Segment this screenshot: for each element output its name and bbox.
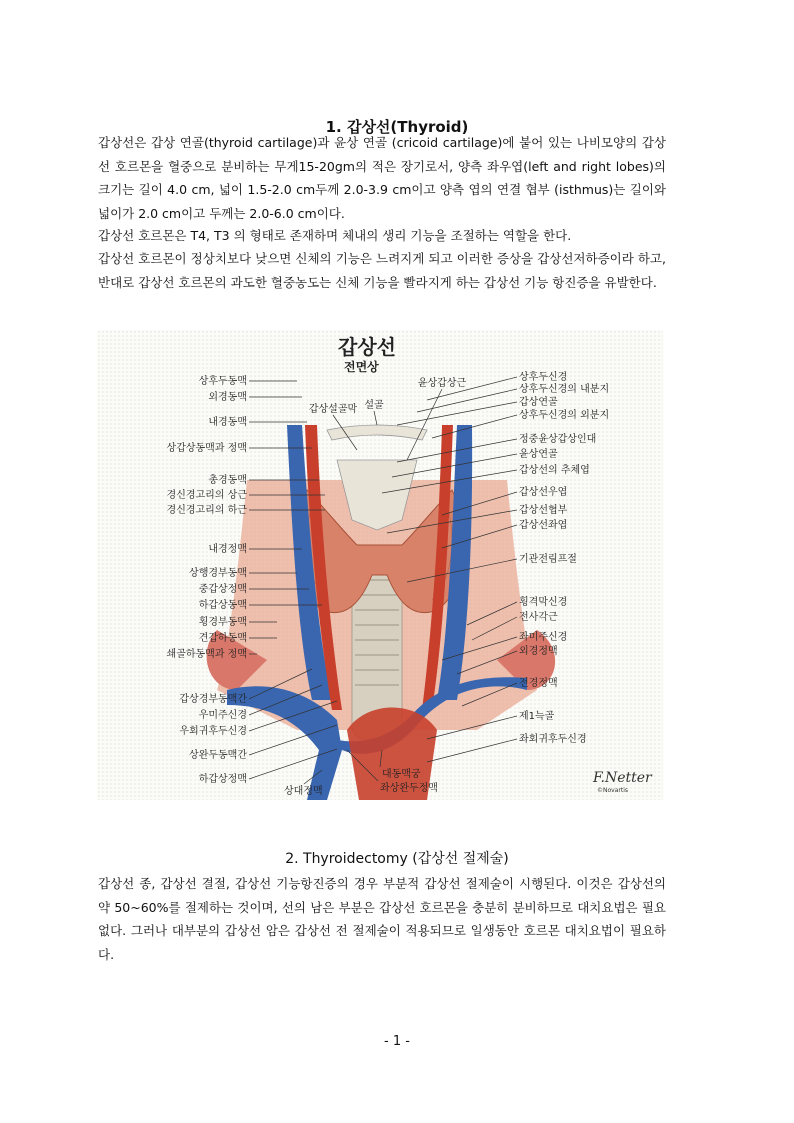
left-label-0: 상후두동맥 bbox=[198, 376, 247, 387]
bottom-label-2: 좌상완두정맥 bbox=[380, 783, 438, 794]
left-label-7: 내경정맥 bbox=[208, 544, 247, 555]
left-label-5: 경신경고리의 상근 bbox=[166, 490, 247, 501]
artist-signature: F.Netter bbox=[593, 770, 652, 786]
right-label-11: 횡격막신경 bbox=[519, 597, 568, 608]
left-label-13: 쇄골하동맥과 정맥 bbox=[166, 649, 247, 660]
figure-subtitle: 전면상 bbox=[344, 360, 379, 374]
left-label-16: 우회귀후두신경 bbox=[179, 726, 247, 737]
right-label-16: 제1늑골 bbox=[519, 711, 555, 722]
top-label-2: 윤상갑상근 bbox=[417, 378, 467, 389]
right-label-13: 좌미주신경 bbox=[519, 632, 568, 643]
right-label-3: 상후두신경의 외분지 bbox=[519, 410, 610, 421]
right-label-6: 갑상선의 추체엽 bbox=[519, 465, 590, 476]
left-label-8: 상행경부동맥 bbox=[189, 568, 247, 579]
right-label-15: 전경정맥 bbox=[519, 678, 558, 689]
paragraph-thyroidectomy: 갑상선 종, 갑상선 결절, 갑상선 기능항진증의 경우 부분적 갑상선 절제술이 시행된다. 이것은 갑상선의 약 50~60%를 절제하는 것이며, 선의 남은 부분은 갑상선 호르몬을 충분히 분비하므로 대치요법은 필요 없다. 그러나 대부분의 갑상선 암은 갑상선 전 절제술이 적용되므로 일생동안 호르몬 대치요법이 필요하다. bbox=[98, 876, 666, 962]
bottom-label-1: 대동맥궁 bbox=[382, 769, 421, 780]
paragraph-thyroid-disorders: 갑상선 호르몬이 정상치보다 낮으면 신체의 기능은 느려지게 되고 이러한 증상을 갑상선저하증이라 하고, 반대로 갑상선 호르몬의 과도한 혈중농도는 신체 기능을 빨라지게 하는 갑상선 기능 항진증을 유발한다. bbox=[98, 251, 666, 290]
right-leader-line-17 bbox=[427, 739, 517, 762]
right-label-9: 갑상선좌엽 bbox=[519, 520, 568, 531]
paragraph-thyroid-description: 갑상선은 갑상 연골(thyroid cartilage)과 윤상 연골 (cricoid cartilage)에 붙어 있는 나비모양의 갑상선 호르몬을 혈중으로 분비하는 무게15-20gm의 적은 장기로서, 양측 좌우엽(left and right lobes)의 크기는 길이 4.0 cm, 넓이 1.5-2.0 cm두께 2.0-3.9 cm이고 양측 엽의 연결 협부 (isthmus)는 길이와 넓이가 2.0 cm이고 두께는 2.0-6.0 cm이다. bbox=[98, 135, 666, 221]
right-label-1: 상후두신경의 내분지 bbox=[519, 384, 610, 395]
right-label-10: 기관전림프절 bbox=[519, 554, 577, 565]
left-label-18: 하갑상정맥 bbox=[198, 774, 247, 785]
left-label-1: 외경동맥 bbox=[208, 392, 247, 403]
right-label-5: 윤상연골 bbox=[519, 449, 558, 460]
page-number: - 1 - bbox=[384, 1034, 410, 1049]
figure-title: 갑상선 bbox=[338, 335, 396, 359]
left-label-11: 횡경부동맥 bbox=[198, 617, 247, 628]
left-label-6: 경신경고리의 하근 bbox=[166, 505, 247, 516]
left-label-15: 우미주신경 bbox=[198, 710, 247, 721]
right-label-4: 정중윤상갑상인대 bbox=[519, 434, 597, 445]
right-label-12: 전사각근 bbox=[519, 612, 558, 623]
section-heading-thyroidectomy: 2. Thyroidectomy (갑상선 절제술) bbox=[285, 851, 509, 867]
left-label-14: 갑상경부동맥간 bbox=[179, 694, 247, 705]
left-label-17: 상완두동맥간 bbox=[189, 750, 247, 761]
publisher-mark: ©Novartis bbox=[597, 787, 628, 794]
left-label-3: 상갑상동맥과 정맥 bbox=[166, 443, 247, 454]
top-label-1: 설골 bbox=[364, 400, 384, 411]
right-label-17: 좌회귀후두신경 bbox=[519, 734, 587, 745]
left-label-12: 견갑하동맥 bbox=[198, 633, 247, 644]
left-label-10: 하갑상동맥 bbox=[198, 600, 247, 611]
bottom-label-0: 상대정맥 bbox=[284, 786, 323, 797]
right-label-8: 갑상선협부 bbox=[519, 505, 568, 516]
left-label-4: 총경동맥 bbox=[208, 475, 247, 486]
top-label-0: 갑상설골막 bbox=[308, 404, 358, 415]
top-leader-line-1 bbox=[374, 411, 377, 425]
right-leader-line-2 bbox=[397, 402, 517, 425]
section-heading-thyroid: 1. 갑상선(Thyroid) bbox=[325, 118, 469, 136]
right-label-2: 갑상연골 bbox=[519, 397, 558, 408]
right-label-14: 외경정맥 bbox=[519, 646, 558, 657]
right-label-0: 상후두신경 bbox=[519, 372, 568, 383]
thyroid-anatomy-figure bbox=[97, 330, 663, 800]
paragraph-thyroid-hormone: 갑상선 호르몬은 T4, T3 의 형태로 존재하며 체내의 생리 기능을 조절하는 역할을 한다. bbox=[98, 228, 572, 243]
thyroid-anatomy-illustration bbox=[97, 330, 663, 800]
left-label-2: 내경동맥 bbox=[208, 417, 247, 428]
top-leader-line-2 bbox=[407, 389, 442, 460]
left-label-9: 중갑상정맥 bbox=[198, 584, 247, 595]
right-label-7: 갑상선우엽 bbox=[519, 487, 568, 498]
